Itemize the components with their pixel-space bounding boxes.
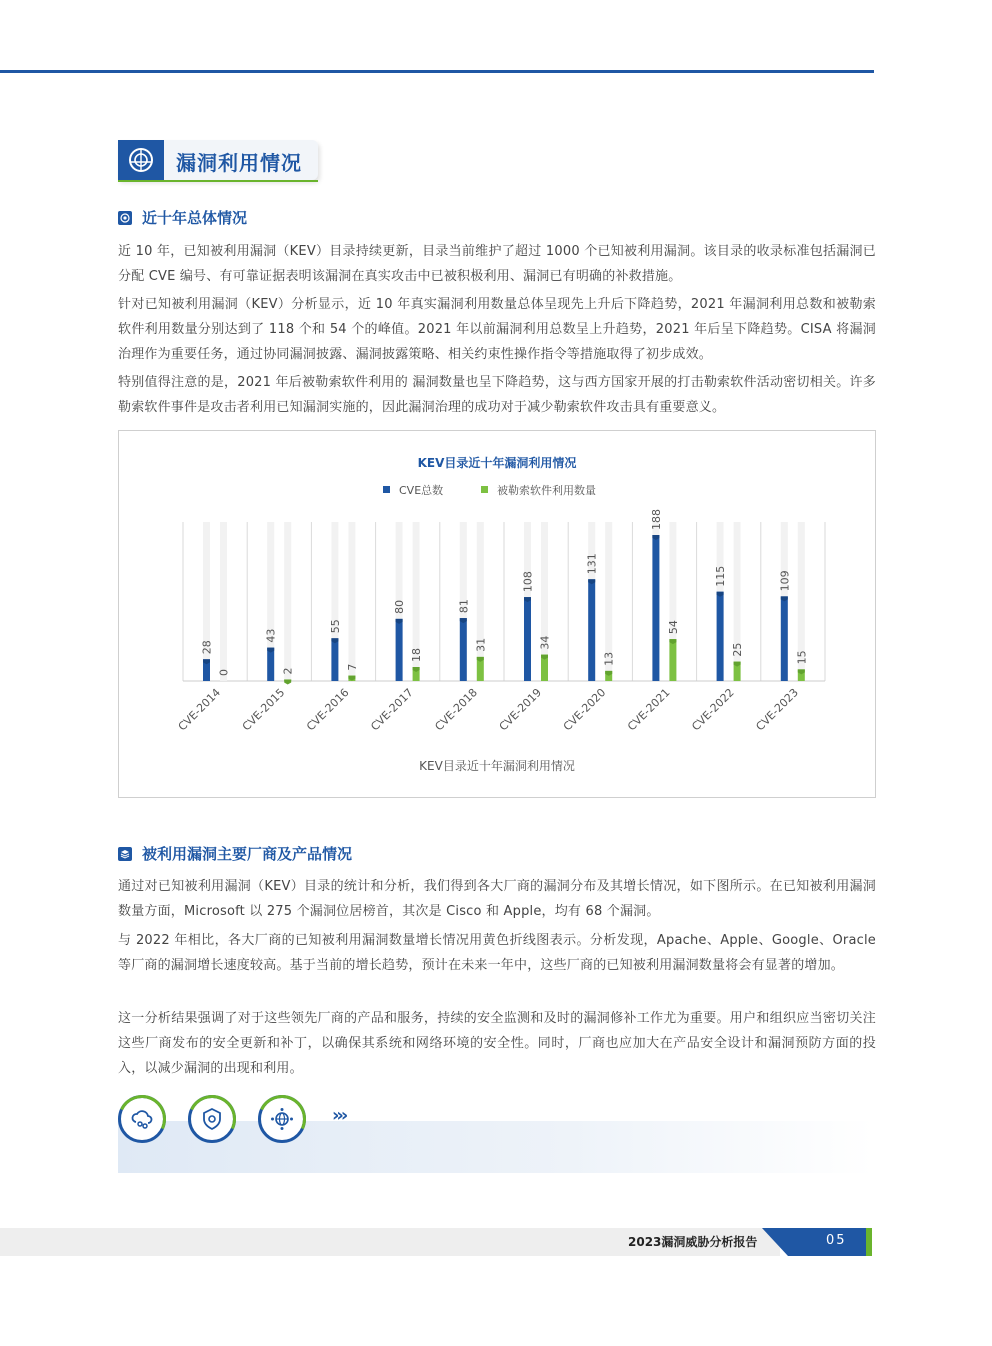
legend-swatch xyxy=(383,486,390,493)
bar-cap xyxy=(284,679,291,684)
data-label: 109 xyxy=(778,570,792,592)
data-label: 7 xyxy=(345,663,359,671)
data-label: 15 xyxy=(795,650,809,665)
top-rule xyxy=(0,70,874,73)
bar-cve-total xyxy=(524,597,531,681)
x-tick-label: CVE-2023 xyxy=(753,685,801,734)
data-label: 81 xyxy=(457,599,471,614)
report-title: 2023漏洞威胁分析报告 xyxy=(628,1235,758,1249)
section-title: 漏洞利用情况 xyxy=(176,151,302,175)
kev-chart-svg xyxy=(119,431,875,797)
data-label: 43 xyxy=(264,628,278,643)
bar-cve-total xyxy=(460,618,467,681)
legend-label: CVE总数 xyxy=(399,484,444,497)
subsection-title-vendors xyxy=(118,843,352,864)
bar-cve-total xyxy=(717,592,724,681)
x-tick-label: CVE-2016 xyxy=(304,685,352,734)
globe-network-icon xyxy=(258,1095,306,1143)
subsection-title-overview xyxy=(118,207,247,228)
paragraph: 通过对已知被利用漏洞（KEV）目录的统计和分析，我们得到各大厂商的漏洞分布及其增长情况，如下图所示。在已知被利用漏洞数量方面，Microsoft 以 275 个漏洞位居榜首，其次是 Cisco 和 Apple，均有 68 个漏洞。 xyxy=(118,879,876,919)
subsection-title-text: 被利用漏洞主要厂商及产品情况 xyxy=(142,845,353,863)
data-label: 131 xyxy=(585,553,599,575)
x-tick-label: CVE-2021 xyxy=(625,685,673,734)
paragraph: 这一分析结果强调了对于这些领先厂商的产品和服务，持续的安全监测和及时的漏洞修补工作尤为重要。用户和组织应当密切关注这些厂商发布的安全更新和补丁，以确保其系统和网络环境的安全性。同时，厂商也应加大在产品安全设计和漏洞预防方面的投入，以减少漏洞的出现和利用。 xyxy=(118,1011,876,1076)
chevrons-right-icon: ››› xyxy=(332,1105,346,1126)
data-label: 108 xyxy=(521,571,535,593)
x-tick-label: CVE-2017 xyxy=(368,685,416,734)
data-label: 80 xyxy=(393,599,407,614)
data-label: 25 xyxy=(731,642,745,657)
bar-track xyxy=(203,522,210,681)
data-label: 18 xyxy=(410,648,424,663)
bar-track xyxy=(348,522,355,681)
chart-caption: KEV目录近十年漏洞利用情况 xyxy=(419,759,575,773)
page-footer xyxy=(0,1228,874,1256)
x-tick-label: CVE-2020 xyxy=(560,685,609,734)
x-tick-label: CVE-2018 xyxy=(432,685,480,734)
x-tick-label: CVE-2014 xyxy=(175,685,224,734)
bar-cve-total xyxy=(588,579,595,681)
bar-cve-total xyxy=(396,619,403,681)
bar-cve-total xyxy=(652,535,659,681)
cloud-security-icon xyxy=(118,1095,166,1143)
section-header xyxy=(118,140,318,182)
shield-gear-icon xyxy=(188,1095,236,1143)
bar-cve-total xyxy=(267,648,274,681)
paragraph: 与 2022 年相比，各大厂商的已知被利用漏洞数量增长情况用黄色折线图表示。分析发现，Apache、Apple、Google、Oracle 等厂商的漏洞增长速度较高。基于当前的增长趋势，预计在未来一年中，这些厂商的已知被利用漏洞数量将会有显著的增加。 xyxy=(118,933,876,973)
paragraph: 特别值得注意的是，2021 年后被勒索软件利用的 漏洞数量也呈下降趋势，这与西方国家开展的打击勒索软件活动密切相关。许多勒索软件事件是攻击者利用已知漏洞实施的，因此漏洞治理的成功对于减少勒索软件攻击具有重要意义。 xyxy=(118,375,876,415)
section-header-underline xyxy=(118,180,318,182)
data-label: 2 xyxy=(281,667,295,675)
data-label: 188 xyxy=(649,509,663,530)
paragraph: 针对已知被利用漏洞（KEV）分析显示，近 10 年真实漏洞利用数量总体呈现先上升后下降趋势，2021 年漏洞利用总数和被勒索软件利用数量分别达到了 118 个和 54 个的峰值。2021 年以前漏洞利用总数呈上升趋势，2021 年后呈下降趋势。CISA 将漏洞治理作为重要任务，通过协同漏洞披露、漏洞披露策略、相关约束性操作指令等措施取得了初步成效。 xyxy=(118,297,876,362)
data-label: 54 xyxy=(666,620,680,635)
kev-chart xyxy=(118,430,876,798)
data-label: 34 xyxy=(538,635,552,650)
bar-cve-total xyxy=(781,596,788,681)
target-icon xyxy=(118,211,132,225)
data-label: 115 xyxy=(714,565,728,587)
bug-target-icon xyxy=(118,140,164,180)
data-label: 28 xyxy=(200,640,214,655)
footer-accent xyxy=(866,1228,872,1256)
bar-cve-total xyxy=(331,638,338,681)
x-tick-label: CVE-2022 xyxy=(689,685,737,734)
legend-swatch xyxy=(481,486,488,493)
x-tick-label: CVE-2015 xyxy=(239,685,288,734)
x-tick-label: CVE-2019 xyxy=(496,685,545,734)
bar-track xyxy=(220,522,227,681)
chart-title: KEV目录近十年漏洞利用情况 xyxy=(417,456,577,470)
page-number: 05 xyxy=(826,1233,847,1248)
data-label: 31 xyxy=(474,637,488,652)
data-label: 13 xyxy=(602,651,616,666)
legend-label: 被勒索软件利用数量 xyxy=(497,484,596,497)
bar-track xyxy=(284,522,291,681)
decorative-icon-bar xyxy=(118,1095,874,1175)
subsection-title-text: 近十年总体情况 xyxy=(142,209,248,227)
layers-icon xyxy=(118,847,132,861)
paragraph: 近 10 年，已知被利用漏洞（KEV）目录持续更新，目录当前维护了超过 1000 个已知被利用漏洞。该目录的收录标准包括漏洞已分配 CVE 编号、有可靠证据表明该漏洞在真实攻击中已被积极利用、漏洞已有明确的补救措施。 xyxy=(118,244,876,284)
bar-ransomware xyxy=(669,639,676,681)
data-label: 0 xyxy=(217,669,231,676)
data-label: 55 xyxy=(328,619,342,634)
